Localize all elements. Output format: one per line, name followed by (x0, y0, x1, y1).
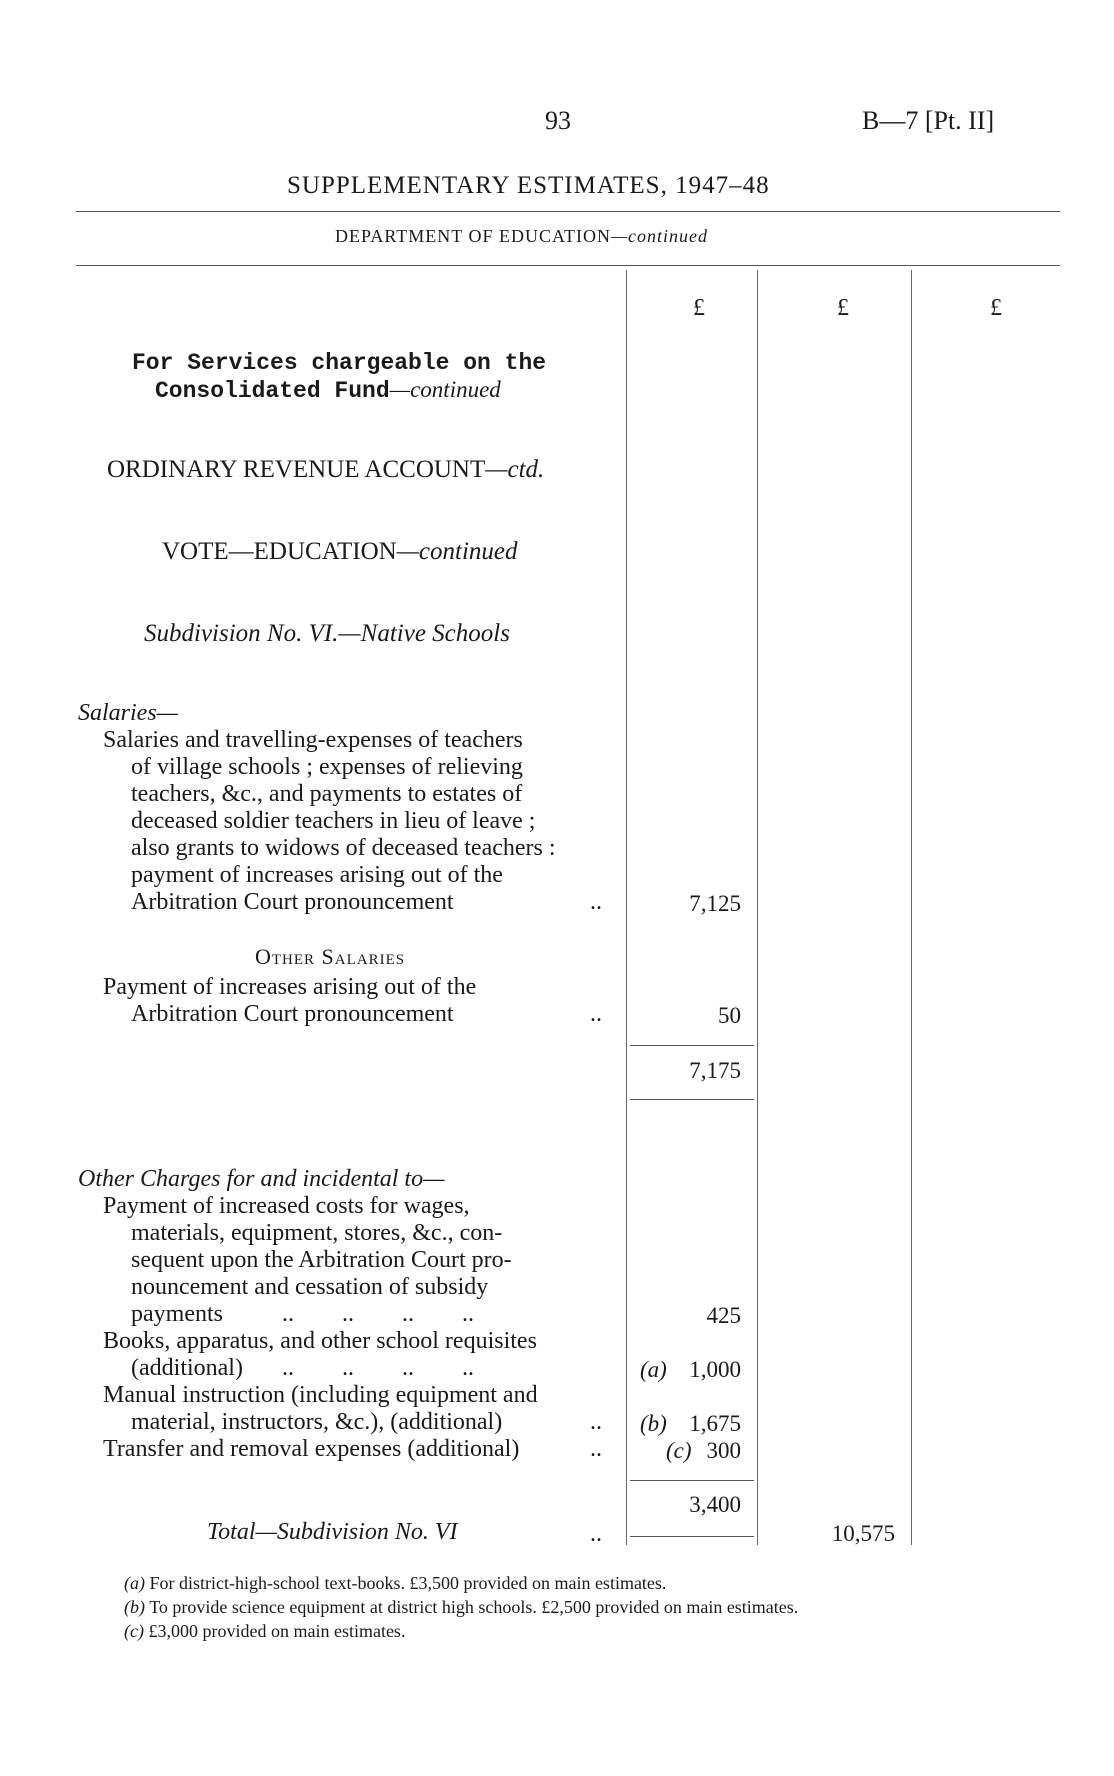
account-heading-suffix: —ctd. (485, 456, 545, 483)
other-charges-item-3-line-2: material, instructors, &c.), (additional) (131, 1409, 503, 1435)
account-heading-text: ORDINARY REVENUE ACCOUNT (107, 456, 486, 483)
other-charges-item-2-dots: .. .. .. .. (282, 1355, 474, 1381)
document-reference: B—7 [Pt. II] (862, 106, 995, 135)
other-charges-item-3-amount: 1,675 (689, 1411, 741, 1436)
vote-heading (162, 538, 518, 566)
total-label: Total—Subdivision No. VI (207, 1519, 458, 1545)
other-charges-subtotal-rule-bottom (630, 1536, 754, 1537)
other-charges-item-4-dots: .. (590, 1436, 602, 1462)
other-charges-item-2-line-1: Books, apparatus, and other school requisites (103, 1328, 537, 1354)
salaries-item-2-line-1: Payment of increases arising out of the (103, 974, 477, 1000)
services-heading-suffix: —continued (389, 377, 501, 402)
services-heading-line-1: For Services chargeable on the (132, 350, 547, 376)
salaries-item-2-amount: 50 (718, 1003, 741, 1028)
salaries-item-1-amount: 7,125 (689, 891, 741, 916)
salaries-item-1-line-2: of village schools ; expenses of relieving (131, 754, 523, 780)
other-charges-item-3-dots: .. (590, 1409, 602, 1435)
salaries-item-2-dots: .. (590, 1001, 602, 1027)
department-rule (76, 265, 1060, 266)
other-charges-item-4-amount: 300 (706, 1438, 741, 1463)
column-3-currency: £ (990, 295, 1002, 321)
salaries-subtotal-rule-bottom (630, 1099, 754, 1100)
salaries-item-1-dots: .. (590, 889, 602, 915)
other-salaries-heading: Other Salaries (255, 944, 406, 969)
title-rule (76, 211, 1060, 212)
other-charges-item-1-amount: 425 (706, 1303, 741, 1328)
footnote-a-text: For district-high-school text-books. £3,500 provided on main estimates. (149, 1573, 667, 1593)
column-2-currency: £ (837, 295, 849, 321)
salaries-item-1-line-7: Arbitration Court pronouncement (131, 889, 454, 915)
other-charges-item-4-line: Transfer and removal expenses (additional) (103, 1436, 520, 1462)
salaries-item-1-line-3: teachers, &c., and payments to estates of (131, 781, 523, 807)
vote-heading-text: VOTE—EDUCATION (162, 538, 397, 565)
salaries-item-2-line-2: Arbitration Court pronouncement (131, 1001, 454, 1027)
other-charges-item-1-line-5: payments (131, 1301, 223, 1327)
other-charges-item-4-note: (c) (666, 1438, 692, 1463)
account-heading (107, 456, 544, 484)
services-heading-fund: Consolidated Fund (155, 378, 390, 404)
footnote-a (124, 1573, 666, 1594)
salaries-subtotal: 7,175 (689, 1058, 741, 1083)
other-charges-item-1-line-4: nouncement and cessation of subsidy (131, 1274, 489, 1300)
footnote-b-text: To provide science equipment at district high schools. £2,500 provided on main estimates. (149, 1597, 799, 1617)
services-heading-line-2 (155, 377, 501, 404)
footnote-c (124, 1621, 405, 1642)
department-name: DEPARTMENT OF EDUCATION (335, 226, 611, 246)
other-charges-subtotal: 3,400 (689, 1492, 741, 1517)
other-charges-item-1-dots: .. .. .. .. (282, 1301, 474, 1327)
other-charges-item-3-line-1: Manual instruction (including equipment and (103, 1382, 538, 1408)
other-charges-item-1-line-2: materials, equipment, stores, &c., con- (131, 1220, 503, 1246)
footnote-b-mark: (b) (124, 1597, 145, 1617)
salaries-item-1-line-5: also grants to widows of deceased teachers : (131, 835, 556, 861)
other-charges-item-3-note: (b) (640, 1411, 667, 1436)
salaries-item-1-line-6: payment of increases arising out of the (131, 862, 503, 888)
other-charges-item-2-line-2: (additional) (131, 1355, 243, 1381)
total-dots: .. (590, 1521, 602, 1547)
footnote-b (124, 1597, 798, 1618)
other-charges-item-1-line-1: Payment of increased costs for wages, (103, 1193, 470, 1219)
footnote-c-mark: (c) (124, 1621, 144, 1641)
page-title: SUPPLEMENTARY ESTIMATES, 1947–48 (287, 172, 770, 199)
page-number: 93 (545, 106, 571, 135)
footnote-a-mark: (a) (124, 1573, 145, 1593)
total-amount: 10,575 (831, 1521, 895, 1546)
salaries-item-1-line-4: deceased soldier teachers in lieu of leave ; (131, 808, 536, 834)
other-charges-item-2-amount: 1,000 (689, 1357, 741, 1382)
salaries-subtotal-rule-top (630, 1045, 754, 1046)
footnote-c-text: £3,000 provided on main estimates. (148, 1621, 406, 1641)
other-charges-item-2-note: (a) (640, 1357, 667, 1382)
column-rule-1 (626, 270, 627, 1545)
column-rule-2 (757, 270, 758, 1545)
column-rule-3 (911, 270, 912, 1545)
other-charges-heading: Other Charges for and incidental to— (78, 1166, 445, 1192)
department-suffix: —continued (610, 226, 708, 246)
department-heading (335, 226, 708, 247)
other-charges-subtotal-rule-top (630, 1480, 754, 1481)
salaries-heading: Salaries— (78, 700, 179, 726)
subdivision-heading: Subdivision No. VI.—Native Schools (144, 620, 510, 647)
salaries-item-1-line-1: Salaries and travelling-expenses of teachers (103, 727, 523, 753)
column-1-currency: £ (693, 295, 705, 321)
other-charges-item-1-line-3: sequent upon the Arbitration Court pro- (131, 1247, 512, 1273)
vote-heading-suffix: —continued (396, 538, 518, 565)
